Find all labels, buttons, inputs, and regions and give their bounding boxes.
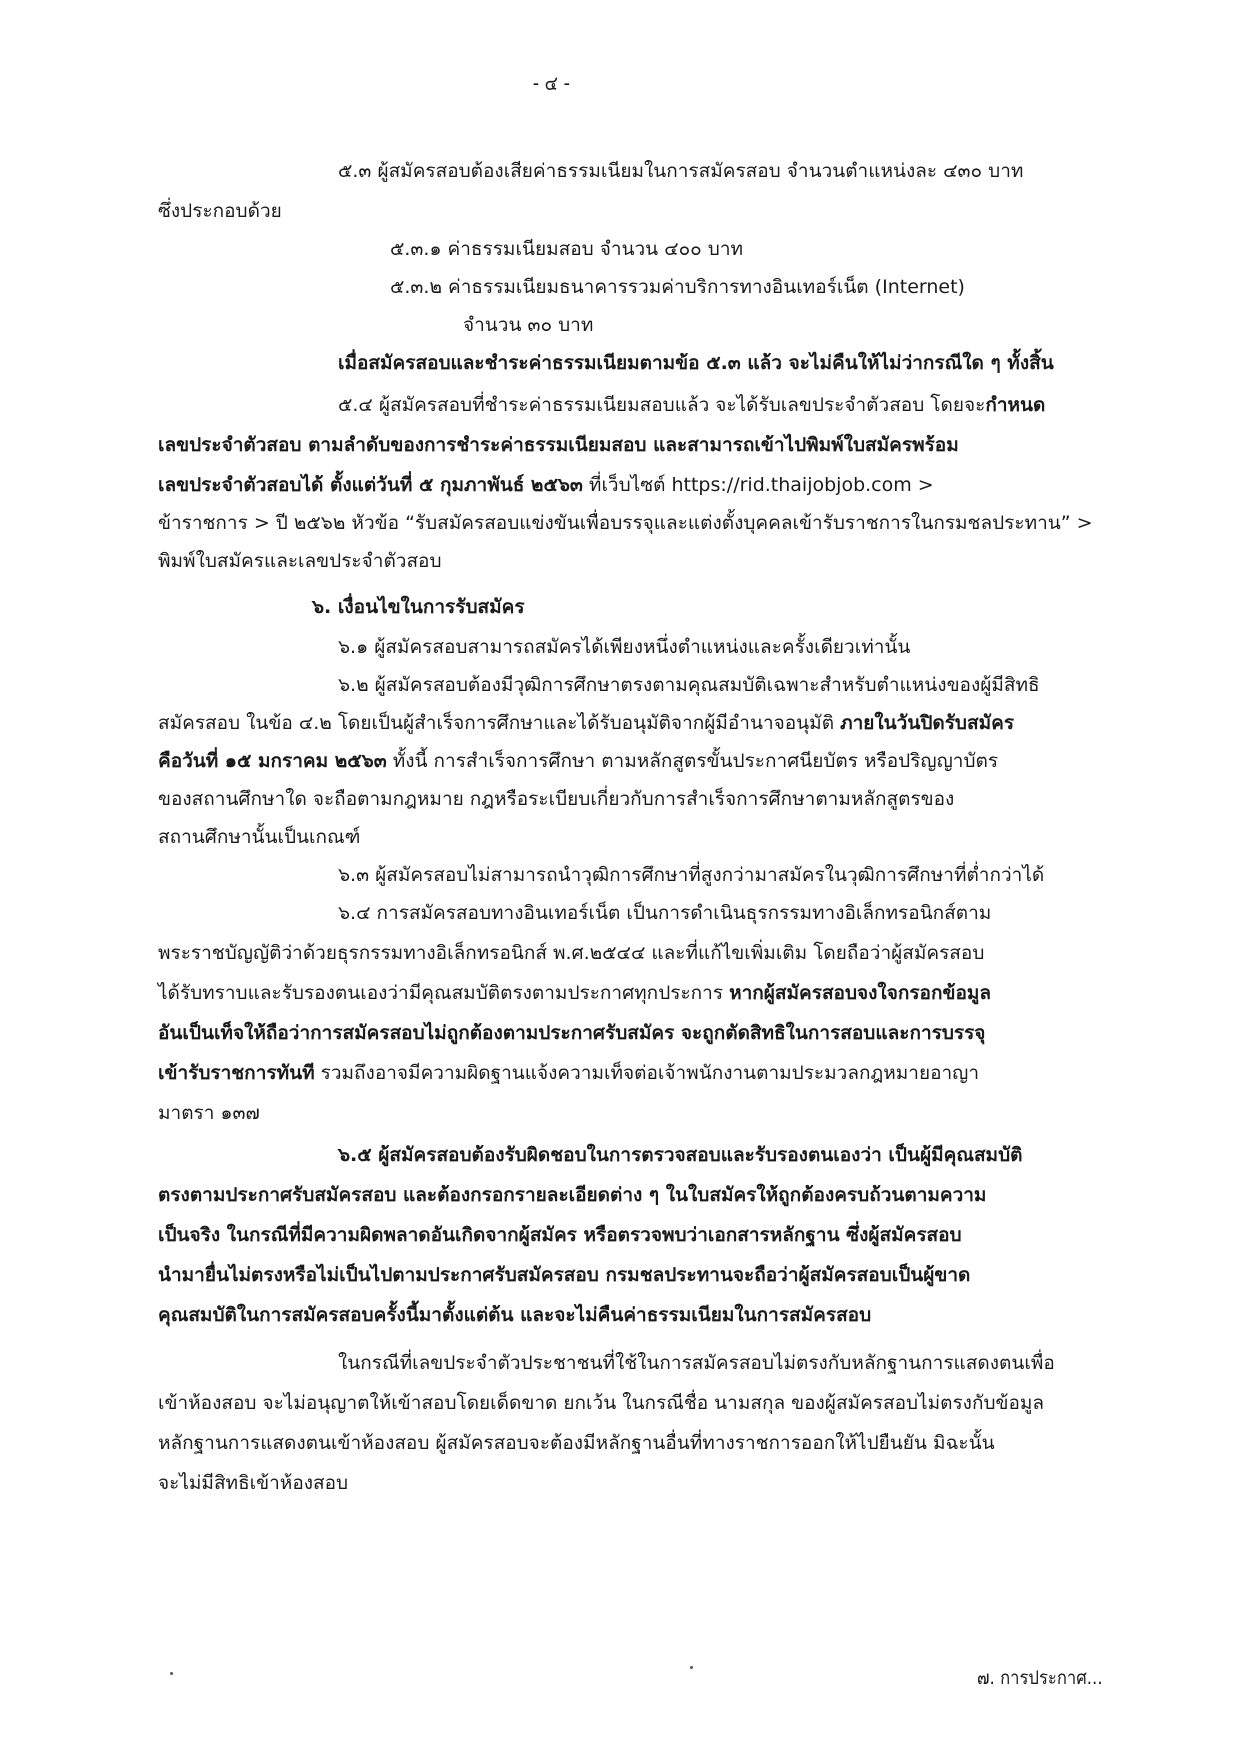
s53-item2: ๕.๓.๒ ค่าธรรมเนียมธนาคารรวมค่าบริการทางอินเทอร์เน็ต (Internet) xyxy=(390,276,965,298)
s64-line5-b: รวมถึงอาจมีความผิดฐานแจ้งความเท็จต่อเจ้าพนักงานตามประมวลกฎหมายอาญา xyxy=(314,1062,980,1084)
s54-line3-b: ที่เว็บไซต์ https://rid.thaijobjob.com > xyxy=(582,474,934,496)
s63: ๖.๓ ผู้สมัครสอบไม่สามารถนำวุฒิการศึกษาที่สูงกว่ามาสมัครในวุฒิการศึกษาที่ต่ำกว่าได้ xyxy=(338,864,1045,886)
scan-speck xyxy=(690,1666,693,1669)
s65-line5: คุณสมบัติในการสมัครสอบครั้งนี้มาตั้งแต่ต้น และจะไม่คืนค่าธรรมเนียมในการสมัครสอบ xyxy=(158,1304,872,1326)
s66-line2: เข้าห้องสอบ จะไม่อนุญาตให้เข้าสอบโดยเด็ดขาด ยกเว้น ในกรณีชื่อ นามสกุล ของผู้สมัครสอบไม่ตรงกับข้อมูล xyxy=(158,1392,1045,1414)
s6-heading: ๖. เงื่อนไขในการรับสมัคร xyxy=(312,596,525,618)
s66-line3: หลักฐานการแสดงตนเข้าห้องสอบ ผู้สมัครสอบจะต้องมีหลักฐานอื่นที่ทางราชการออกให้ไปยืนยัน มิฉะนั้น xyxy=(158,1432,995,1454)
s64-line4: อันเป็นเท็จให้ถือว่าการสมัครสอบไม่ถูกต้องตามประกาศรับสมัคร จะถูกตัดสิทธิในการสอบและการบรรจุ xyxy=(158,1022,986,1044)
s64-line5 xyxy=(158,1060,979,1086)
s64-line1: ๖.๔ การสมัครสอบทางอินเทอร์เน็ต เป็นการดำเนินธุรกรรมทางอิเล็กทรอนิกส์ตาม xyxy=(338,902,992,924)
s54-line3-a: เลขประจำตัวสอบได้ ตั้งแต่วันที่ ๕ กุมภาพันธ์ ๒๕๖๓ xyxy=(158,474,583,496)
s54-line5: พิมพ์ใบสมัครและเลขประจำตัวสอบ xyxy=(158,550,442,572)
page-number: - ๔ - xyxy=(532,71,570,95)
s64-line6: มาตรา ๑๓๗ xyxy=(158,1102,260,1124)
s62-line5: สถานศึกษานั้นเป็นเกณฑ์ xyxy=(158,826,361,848)
s53-item2b: จำนวน ๓๐ บาท xyxy=(463,314,594,336)
s62-line2-b: ภายในวันปิดรับสมัคร xyxy=(840,712,1015,734)
scan-speck xyxy=(170,1672,173,1675)
s66-line1: ในกรณีที่เลขประจำตัวประชาชนที่ใช้ในการสมัครสอบไม่ตรงกับหลักฐานการแสดงตนเพื่อ xyxy=(338,1352,1055,1374)
s54-line1-a: ๕.๔ ผู้สมัครสอบที่ชำระค่าธรรมเนียมสอบแล้ว จะได้รับเลขประจำตัวสอบ โดยจะ xyxy=(338,394,986,416)
s54-line4: ข้าราชการ > ปี ๒๕๖๒ หัวข้อ “รับสมัครสอบแข่งขันเพื่อบรรจุและแต่งตั้งบุคคลเข้ารับราชการในกรมชลประทาน” > xyxy=(158,512,1093,534)
s64-line3 xyxy=(158,980,991,1006)
s65-line3: เป็นจริง ในกรณีที่มีความผิดพลาดอันเกิดจากผู้สมัคร หรือตรวจพบว่าเอกสารหลักฐาน ซึ่งผู้สมัครสอบ xyxy=(158,1224,962,1246)
s62-line3 xyxy=(158,748,998,774)
s66-line4: จะไม่มีสิทธิเข้าห้องสอบ xyxy=(158,1472,349,1494)
s62-line2-a: สมัครสอบ ในข้อ ๔.๒ โดยเป็นผู้สำเร็จการศึกษาและได้รับอนุมัติจากผู้มีอำนาจอนุมัติ xyxy=(158,712,841,734)
s54-line3 xyxy=(158,472,934,498)
s62-line1: ๖.๒ ผู้สมัครสอบต้องมีวุฒิการศึกษาตรงตามคุณสมบัติเฉพาะสำหรับตำแหน่งของผู้มีสิทธิ xyxy=(338,674,1040,696)
s64-line3-b: หากผู้สมัครสอบจงใจกรอกข้อมูล xyxy=(729,982,992,1004)
s62-line4: ของสถานศึกษาใด จะถือตามกฎหมาย กฎหรือระเบียบเกี่ยวกับการสำเร็จการศึกษาตามหลักสูตรของ xyxy=(158,788,955,810)
s53-line1: ๕.๓ ผู้สมัครสอบต้องเสียค่าธรรมเนียมในการสมัครสอบ จำนวนตำแหน่งละ ๔๓๐ บาท xyxy=(338,160,1024,182)
s53-item1: ๕.๓.๑ ค่าธรรมเนียมสอบ จำนวน ๔๐๐ บาท xyxy=(390,238,744,260)
footer-continuation: ๗. การประกาศ... xyxy=(977,1667,1104,1689)
s64-line2: พระราชบัญญัติว่าด้วยธุรกรรมทางอิเล็กทรอนิกส์ พ.ศ.๒๕๔๔ และที่แก้ไขเพิ่มเติม โดยถือว่าผู้สมัครสอบ xyxy=(158,942,985,964)
s64-line5-a: เข้ารับราชการทันที xyxy=(158,1062,315,1084)
s65-line4: นำมายื่นไม่ตรงหรือไม่เป็นไปตามประกาศรับสมัครสอบ กรมชลประทานจะถือว่าผู้สมัครสอบเป็นผู้ขาด xyxy=(158,1264,971,1286)
s62-line2 xyxy=(158,710,1014,736)
s53-line2: ซึ่งประกอบด้วย xyxy=(158,200,282,222)
s65-line2: ตรงตามประกาศรับสมัครสอบ และต้องกรอกรายละเอียดต่าง ๆ ในใบสมัครให้ถูกต้องครบถ้วนตามความ xyxy=(158,1184,987,1206)
s65-line1: ๖.๕ ผู้สมัครสอบต้องรับผิดชอบในการตรวจสอบและรับรองตนเองว่า เป็นผู้มีคุณสมบัติ xyxy=(338,1144,1023,1166)
s62-line3-a: คือวันที่ ๑๕ มกราคม ๒๕๖๓ xyxy=(158,750,387,772)
s53-note: เมื่อสมัครสอบและชำระค่าธรรมเนียมตามข้อ ๕.๓ แล้ว จะไม่คืนให้ไม่ว่ากรณีใด ๆ ทั้งสิ้น xyxy=(338,352,1054,374)
s61: ๖.๑ ผู้สมัครสอบสามารถสมัครได้เพียงหนึ่งตำแหน่งและครั้งเดียวเท่านั้น xyxy=(338,636,911,658)
s54-line2: เลขประจำตัวสอบ ตามลำดับของการชำระค่าธรรมเนียมสอบ และสามารถเข้าไปพิมพ์ใบสมัครพร้อม xyxy=(158,434,959,456)
s54-line1 xyxy=(338,392,1045,418)
s64-line3-a: ได้รับทราบและรับรองตนเองว่ามีคุณสมบัติตรงตามประกาศทุกประการ xyxy=(158,982,730,1004)
s54-line1-b: กำหนด xyxy=(985,394,1046,416)
s62-line3-b: ทั้งนี้ การสำเร็จการศึกษา ตามหลักสูตรขั้นประกาศนียบัตร หรือปริญญาบัตร xyxy=(386,750,999,772)
